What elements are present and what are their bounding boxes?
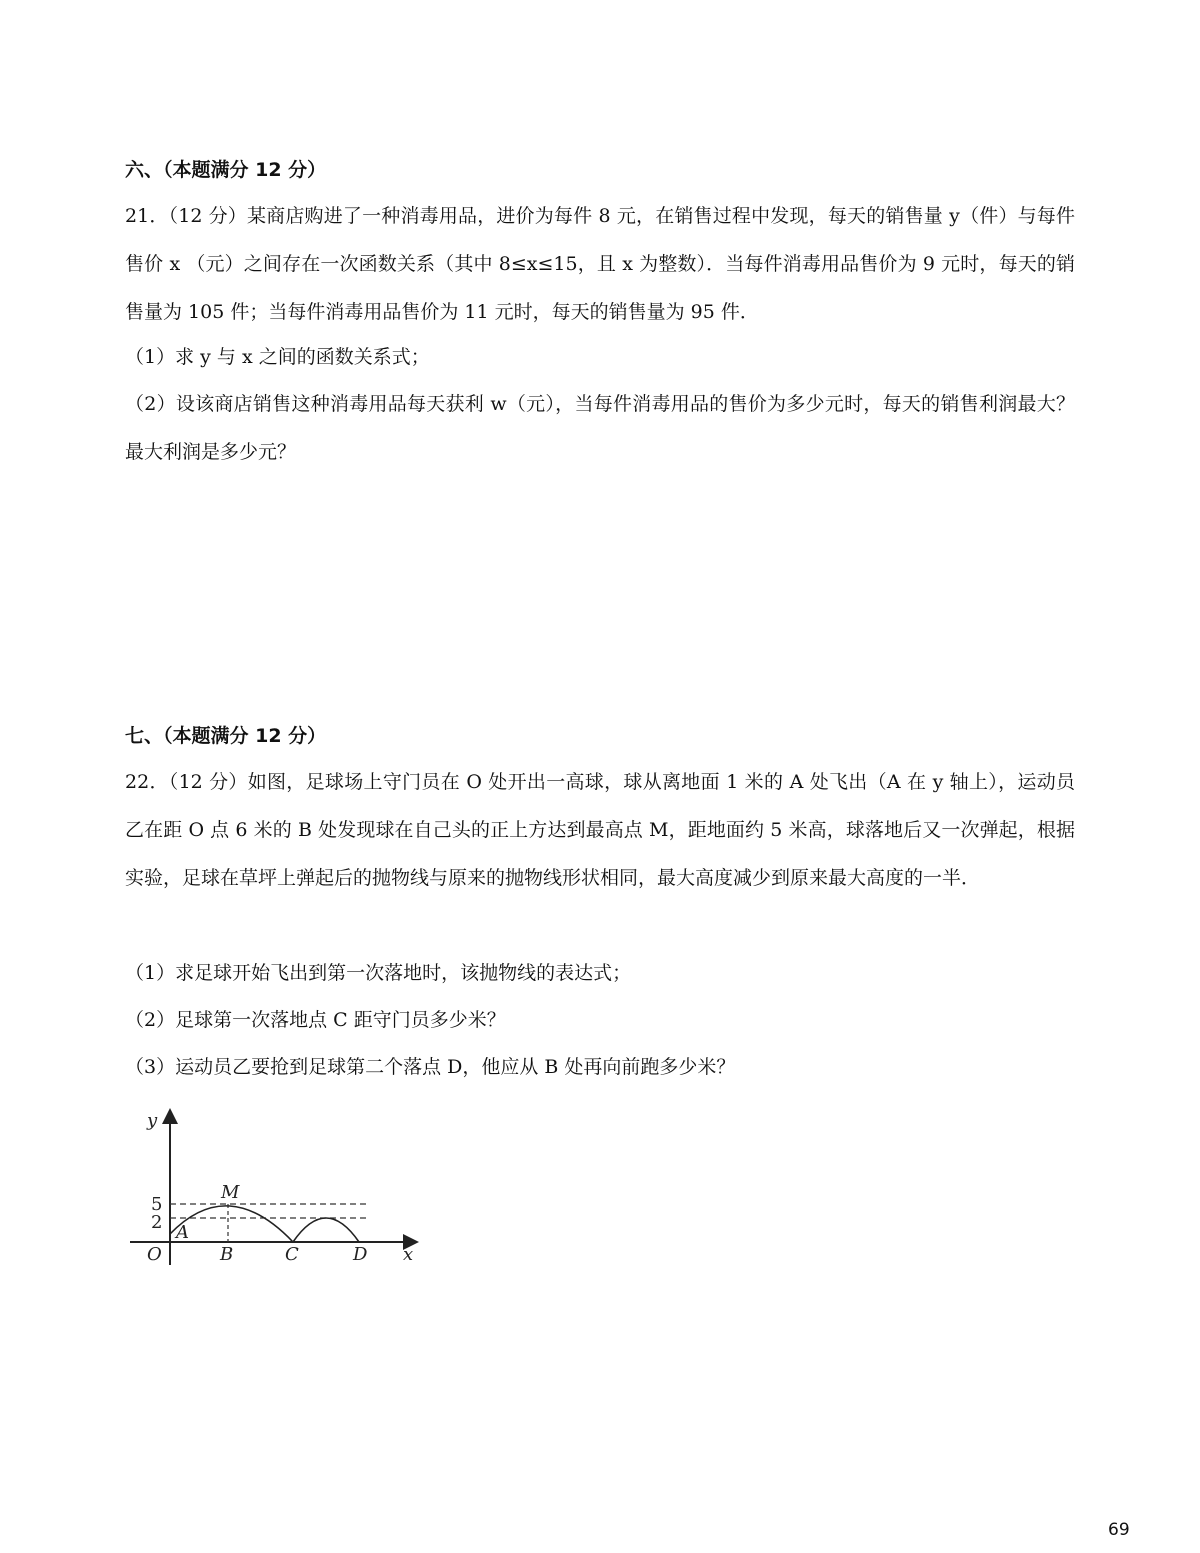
question-21-part-2: （2）设该商店销售这种消毒用品每天获利 w（元），当每件消毒用品的售价为多少元时，每天的销售利润最大？最大利润是多少元？ xyxy=(125,393,1075,463)
point-A-label: A xyxy=(176,1222,189,1243)
question-21-part-1: （1）求 y 与 x 之间的函数关系式； xyxy=(125,346,430,368)
point-B-label: B xyxy=(220,1244,234,1265)
second-parabola xyxy=(293,1218,359,1242)
x-axis-label: x xyxy=(403,1244,414,1265)
section-7-heading: 七、（本题满分 12 分） xyxy=(125,725,327,747)
question-21-text: 21．（12 分）某商店购进了一种消毒用品，进价为每件 8 元，在销售过程中发现，每天的销售量 y（件）与每件售价 x （元）之间存在一次函数关系（其中 8≤x≤15，且 x 为整数）．当每件消毒用品售价为 9 元时，每天的销售量为 105 件；当每件消毒用品售价为 11 元时，每天的销售量为 95 件． xyxy=(125,205,1075,323)
point-D-label: D xyxy=(353,1244,368,1265)
point-C-label: C xyxy=(285,1244,299,1265)
tick-label-5: 5 xyxy=(151,1194,163,1215)
question-22-part-3: （3）运动员乙要抢到足球第二个落点 D，他应从 B 处再向前跑多少米？ xyxy=(125,1056,736,1078)
origin-label: O xyxy=(147,1244,162,1265)
question-22-text: 22．（12 分）如图，足球场上守门员在 O 处开出一高球，球从离地面 1 米的 A 处飞出（A 在 y 轴上），运动员乙在距 O 点 6 米的 B 处发现球在自己头的正上方达到最高点 M，距地面约 5 米高，球落地后又一次弹起，根据实验，足球在草坪上弹起后的抛物线与原来的抛物线形状相同，最大高度减少到原来最大高度的一半． xyxy=(125,771,1075,889)
section-6-heading: 六、（本题满分 12 分） xyxy=(125,159,327,181)
tick-label-2: 2 xyxy=(151,1212,163,1233)
question-22-part-2: （2）足球第一次落地点 C 距守门员多少米？ xyxy=(125,1009,506,1031)
page-number: 69 xyxy=(1108,1520,1130,1540)
y-axis-label: y xyxy=(147,1110,158,1131)
point-M-label: M xyxy=(221,1182,240,1203)
football-trajectory-diagram xyxy=(125,1100,425,1270)
question-22-part-1: （1）求足球开始飞出到第一次落地时，该抛物线的表达式； xyxy=(125,962,632,984)
